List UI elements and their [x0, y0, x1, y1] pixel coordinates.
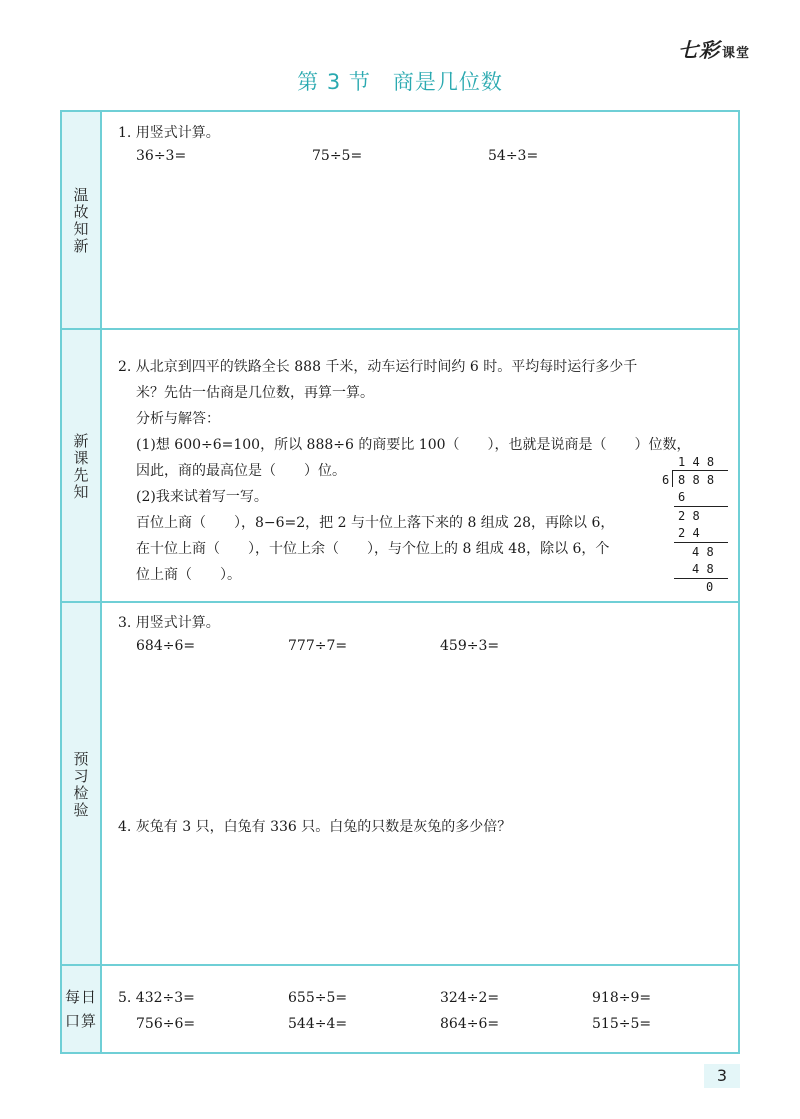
daily-item: 5. 432÷3=	[118, 990, 195, 1006]
divider	[62, 964, 738, 966]
daily-item: 918÷9=	[592, 990, 652, 1006]
q1-title: 1. 用竖式计算。	[118, 125, 220, 141]
division-step: 4 8	[692, 545, 714, 559]
side-label-daily: 每日口算	[64, 988, 97, 1030]
division-step: 4 8	[692, 562, 714, 576]
daily-item: 756÷6=	[136, 1016, 196, 1032]
step-rule	[674, 578, 728, 579]
division-step: 0	[706, 580, 714, 594]
divider	[62, 601, 738, 603]
analysis-step-3: 位上商（ ）。	[136, 567, 241, 583]
side-cell-daily	[62, 966, 102, 1052]
daily-item: 324÷2=	[440, 990, 500, 1006]
analysis-step-3: 在十位上商（ ），十位上余（ ），与个位上的 8 组成 48，除以 6，个	[136, 541, 610, 557]
analysis-step-1: (1)想 600÷6=100，所以 888÷6 的商要比 100（ ），也就是说商是（ ）位数，	[136, 437, 691, 453]
division-step: 2 8	[678, 509, 700, 523]
divider	[62, 328, 738, 330]
section-number: 第 3 节	[297, 70, 371, 94]
brand-sub: 课堂	[721, 46, 750, 61]
brand-name: 七彩	[677, 38, 720, 62]
division-step: 6	[678, 490, 686, 504]
worksheet-frame	[60, 110, 740, 1054]
brand-logo	[678, 34, 750, 63]
q4-text: 4. 灰兔有 3 只，白兔有 336 只。白兔的只数是灰兔的多少倍？	[118, 819, 512, 835]
long-division	[660, 454, 730, 594]
analysis-label: 分析与解答：	[136, 411, 220, 427]
q1-item: 75÷5=	[312, 148, 363, 164]
q3-title: 3. 用竖式计算。	[118, 615, 220, 631]
side-label-review: 温故知新	[71, 187, 90, 255]
side-cell-review	[62, 112, 102, 330]
analysis-step-1: 因此，商的最高位是（ ）位。	[136, 463, 346, 479]
divisor: 6	[662, 473, 670, 487]
section-title: 商是几位数	[392, 70, 503, 94]
q3-item: 684÷6=	[136, 638, 196, 654]
daily-item: 515÷5=	[592, 1016, 652, 1032]
q1-item: 54÷3=	[488, 148, 539, 164]
side-label-newlesson: 新课先知	[71, 432, 90, 501]
page-title	[0, 66, 800, 96]
daily-item: 864÷6=	[440, 1016, 500, 1032]
q2-text: 2. 从北京到四平的铁路全长 888 千米，动车运行时间约 6 时。平均每时运行多少千	[118, 359, 638, 375]
step-rule	[674, 506, 728, 507]
side-label-practice: 预习检验	[71, 750, 90, 819]
q3-item: 459÷3=	[440, 638, 500, 654]
division-step: 2 4	[678, 526, 700, 540]
side-cell-newlesson	[62, 330, 102, 603]
page-number: 3	[704, 1064, 740, 1088]
step-rule	[674, 542, 728, 543]
quotient: 1 4 8	[678, 455, 715, 469]
analysis-step-3: 百位上商（ ），8−6=2，把 2 与十位上落下来的 8 组成 28，再除以 6，	[136, 515, 615, 531]
analysis-step-2: (2)我来试着写一写。	[136, 489, 268, 505]
q2-text: 米？先估一估商是几位数，再算一算。	[136, 385, 374, 401]
side-cell-practice	[62, 603, 102, 966]
division-bracket	[672, 470, 673, 487]
daily-item: 655÷5=	[288, 990, 348, 1006]
division-bar	[672, 470, 728, 471]
q1-item: 36÷3=	[136, 148, 187, 164]
daily-item: 544÷4=	[288, 1016, 348, 1032]
dividend: 8 8 8	[678, 473, 715, 487]
q3-item: 777÷7=	[288, 638, 348, 654]
